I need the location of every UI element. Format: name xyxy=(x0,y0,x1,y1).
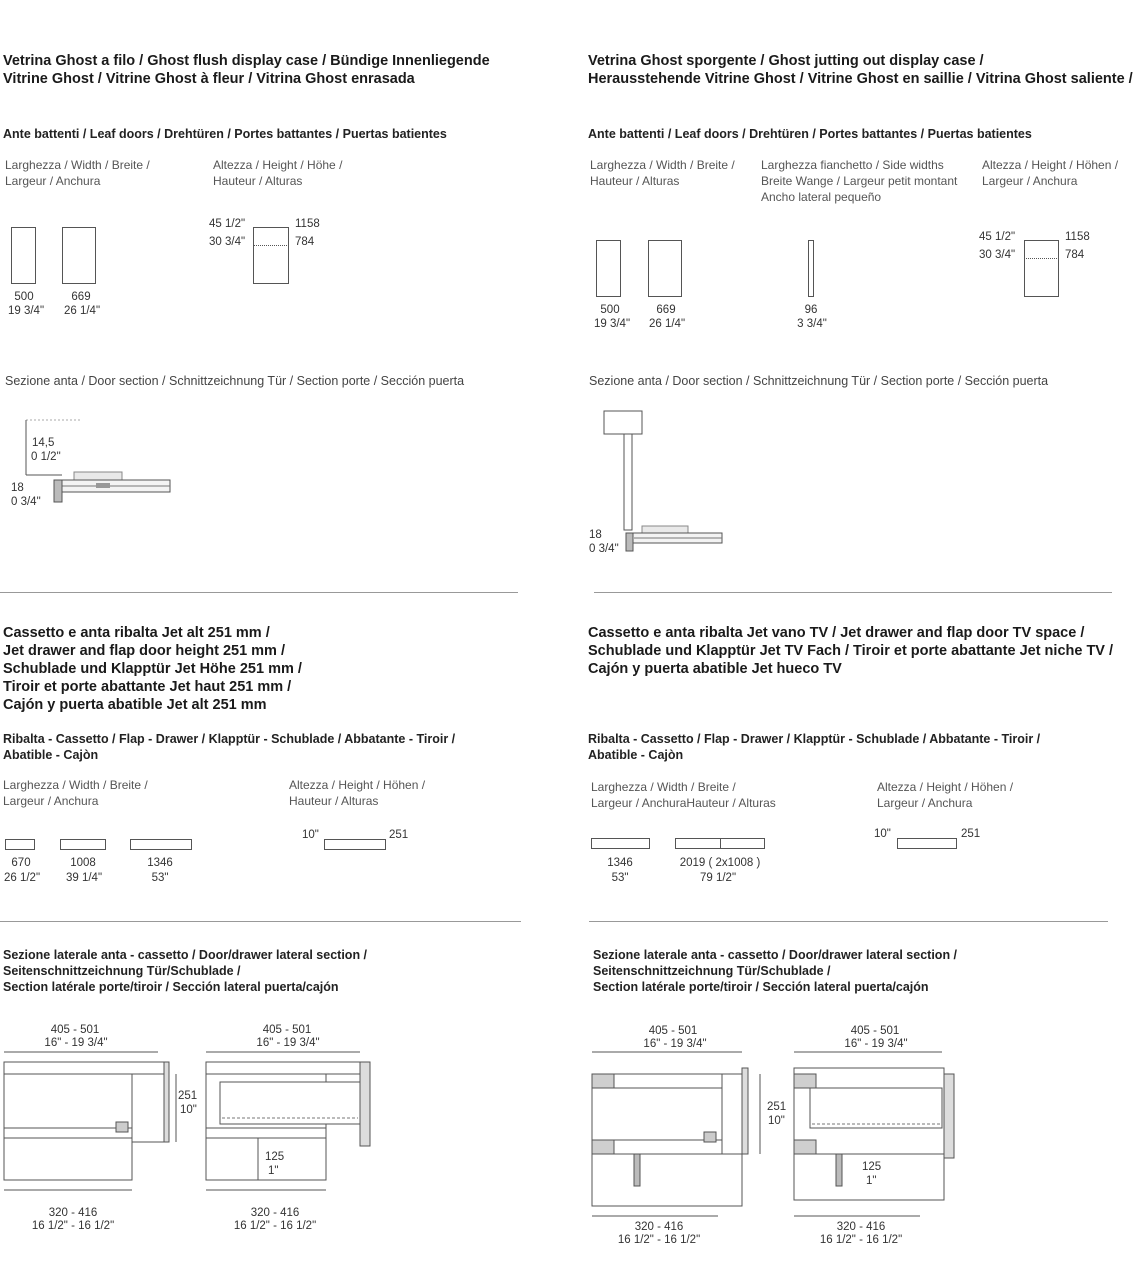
door-500-diagram xyxy=(11,227,36,284)
lat-depth: 405 - 501 xyxy=(50,1024,100,1036)
jet-height-diagram xyxy=(324,839,386,850)
left-flap-heading: Ribalta - Cassetto / Flap - Drawer / Klapptür - Schublade / Abbatante - Tiroir / Abatible - Cajòn xyxy=(3,732,456,762)
section-dim: 18 xyxy=(11,482,24,494)
left-ghost-title: Vetrina Ghost a filo / Ghost flush display case / Bündige Innenliegende Vitrine Ghost / Vitrine Ghost à fleur / Vitrina Ghost enrasada xyxy=(3,53,490,87)
width-mm: 669 xyxy=(71,291,91,303)
lat-height2-in: 1" xyxy=(866,1175,877,1187)
height-in: 45 1/2" xyxy=(209,218,246,230)
right-width-label: Larghezza / Width / Breite / Hauteur / Alturas xyxy=(590,158,735,188)
width-in: 26 1/4" xyxy=(648,318,686,330)
width-mm: 500 xyxy=(600,304,620,316)
width-in: 26 1/4" xyxy=(63,305,101,317)
height-in: 45 1/2" xyxy=(979,231,1016,243)
left-lateral-heading: Sezione laterale anta - cassetto / Door/drawer lateral section / Seitenschnittzeichnung Tür/Schublade / Section latérale porte/tiroir / Sección lateral puerta/cajón xyxy=(3,948,368,994)
right-door-section-diagram xyxy=(580,405,740,555)
section-dim-in: 0 3/4" xyxy=(589,543,619,555)
jet-width-in: 53" xyxy=(151,872,169,884)
lat-inner-depth: 320 - 416 xyxy=(634,1221,684,1233)
jet-height-in: 10" xyxy=(302,829,319,841)
right-height-label: Altezza / Height / Höhen / Largeur / Anchura xyxy=(982,158,1119,188)
lat-height: 251 xyxy=(178,1090,198,1102)
left-jet-height-label: Altezza / Height / Höhen / Hauteur / Alturas xyxy=(289,778,426,808)
jet-width-in: 39 1/4" xyxy=(65,872,103,884)
width-in: 19 3/4" xyxy=(7,305,45,317)
side-in: 3 3/4" xyxy=(797,318,827,330)
lat-inner-depth-in: 16 1/2" - 16 1/2" xyxy=(233,1220,317,1232)
section-dim: 14,5 xyxy=(32,437,55,449)
height-mm: 1158 xyxy=(295,218,320,230)
lat-height: 251 xyxy=(767,1101,787,1113)
lat-inner-depth-in: 16 1/2" - 16 1/2" xyxy=(617,1234,701,1246)
height-diagram xyxy=(1024,240,1059,297)
height-in: 30 3/4" xyxy=(979,249,1016,261)
lat-inner-depth: 320 - 416 xyxy=(836,1221,886,1233)
jet-height-diagram xyxy=(897,838,957,849)
section-dim: 18 xyxy=(589,529,602,541)
right-door-section-heading: Sezione anta / Door section / Schnittzeichnung Tür / Section porte / Sección puerta xyxy=(589,374,1049,388)
height-divider xyxy=(1024,258,1059,259)
side-width-diagram xyxy=(808,240,814,297)
jet-height-mm: 251 xyxy=(389,829,409,841)
lat-height2-in: 1" xyxy=(268,1165,279,1177)
jet-width-in: 26 1/2" xyxy=(3,872,41,884)
lat-height2: 125 xyxy=(862,1161,882,1173)
jet-width-mm: 1008 xyxy=(70,857,96,869)
lat-depth: 405 - 501 xyxy=(850,1025,900,1037)
left-height-label: Altezza / Height / Höhe / Hauteur / Alturas xyxy=(213,158,343,188)
left-jet-title: Cassetto e anta ribalta Jet alt 251 mm / Jet drawer and flap door height 251 mm / Schublade und Klapptür Jet Höhe 251 mm / Tiroir et porte abattante Jet haut 251 mm / Cajón y puerta abatible Jet alt 251 mm xyxy=(3,625,302,713)
left-width-label: Larghezza / Width / Breite / Largeur / Anchura xyxy=(5,158,150,188)
right-jet-width-label: Larghezza / Width / Breite / Largeur / AnchuraHauteur / Alturas xyxy=(591,780,776,810)
jet-height-in: 10" xyxy=(874,828,891,840)
jet-1008-diagram xyxy=(60,839,106,850)
height-mm: 1158 xyxy=(1065,231,1090,243)
width-mm: 500 xyxy=(14,291,34,303)
divider xyxy=(0,592,518,593)
lat-depth-in: 16" - 19 3/4" xyxy=(643,1038,707,1050)
divider xyxy=(594,592,1112,593)
height-in: 30 3/4" xyxy=(209,236,246,248)
right-jet-title: Cassetto e anta ribalta Jet vano TV / Jet drawer and flap door TV space / Schublade und Klapptür Jet TV Fach / Tiroir et porte abattante Jet niche TV / Cajón y puerta abatible Jet hueco TV xyxy=(588,625,1114,677)
height-mm: 784 xyxy=(1065,249,1085,261)
jet-1346-diagram xyxy=(591,838,650,849)
divider xyxy=(0,921,521,922)
lat-inner-depth: 320 - 416 xyxy=(48,1207,98,1219)
right-jet-height-label: Altezza / Height / Höhen / Largeur / Anchura xyxy=(877,780,1014,810)
jet-height-mm: 251 xyxy=(961,828,981,840)
jet-width-mm: 1346 xyxy=(607,857,633,869)
door-669-diagram xyxy=(648,240,682,297)
jet-2019-divider xyxy=(720,838,721,849)
lat-depth-in: 16" - 19 3/4" xyxy=(44,1037,108,1049)
lat-depth: 405 - 501 xyxy=(648,1025,698,1037)
divider xyxy=(589,921,1108,922)
jet-width-in: 79 1/2" xyxy=(699,872,737,884)
door-500-diagram xyxy=(596,240,621,297)
jet-width-in: 53" xyxy=(611,872,629,884)
lat-inner-depth-in: 16 1/2" - 16 1/2" xyxy=(819,1234,903,1246)
right-lateral-heading: Sezione laterale anta - cassetto / Door/drawer lateral section / Seitenschnittzeichnung Tür/Schublade / Section latérale porte/tiroir / Sección lateral puerta/cajón xyxy=(593,948,958,994)
jet-1346-diagram xyxy=(130,839,192,850)
left-leaf-doors-heading: Ante battenti / Leaf doors / Drehtüren / Portes battantes / Puertas batientes xyxy=(3,127,447,141)
lat-height-in: 10" xyxy=(180,1104,197,1116)
right-flap-heading: Ribalta - Cassetto / Flap - Drawer / Klapptür - Schublade / Abbatante - Tiroir / Abatible - Cajòn xyxy=(588,732,1041,762)
height-mm: 784 xyxy=(295,236,315,248)
door-669-diagram xyxy=(62,227,96,284)
lat-depth: 405 - 501 xyxy=(262,1024,312,1036)
section-dim-in: 0 1/2" xyxy=(31,451,61,463)
left-door-section-heading: Sezione anta / Door section / Schnittzeichnung Tür / Section porte / Sección puerta xyxy=(5,374,465,388)
right-ghost-title: Vetrina Ghost sporgente / Ghost jutting out display case / Herausstehende Vitrine Ghost / Vitrine Ghost en saillie / Vitrina Ghost saliente / xyxy=(588,53,1133,87)
height-divider xyxy=(253,245,289,246)
lat-inner-depth-in: 16 1/2" - 16 1/2" xyxy=(31,1220,115,1232)
height-diagram xyxy=(253,227,289,284)
width-in: 19 3/4" xyxy=(593,318,631,330)
lat-height-in: 10" xyxy=(768,1115,785,1127)
jet-width-mm: 1346 xyxy=(147,857,173,869)
jet-width-mm: 2019 ( 2x1008 ) xyxy=(679,857,761,869)
lat-depth-in: 16" - 19 3/4" xyxy=(844,1038,908,1050)
right-lateral-section-diagram xyxy=(590,1048,970,1218)
side-mm: 96 xyxy=(804,304,818,316)
section-dim-in: 0 3/4" xyxy=(11,496,41,508)
jet-670-diagram xyxy=(5,839,35,850)
lat-depth-in: 16" - 19 3/4" xyxy=(256,1037,320,1049)
lat-height2: 125 xyxy=(265,1151,285,1163)
lat-inner-depth: 320 - 416 xyxy=(250,1207,300,1219)
left-jet-width-label: Larghezza / Width / Breite / Largeur / Anchura xyxy=(3,778,148,808)
width-mm: 669 xyxy=(656,304,676,316)
right-side-label: Larghezza fianchetto / Side widths Breite Wange / Largeur petit montant Ancho lateral pequeño xyxy=(761,158,958,204)
right-leaf-doors-heading: Ante battenti / Leaf doors / Drehtüren / Portes battantes / Puertas batientes xyxy=(588,127,1032,141)
jet-width-mm: 670 xyxy=(11,857,31,869)
left-lateral-section-diagram xyxy=(0,1048,380,1198)
